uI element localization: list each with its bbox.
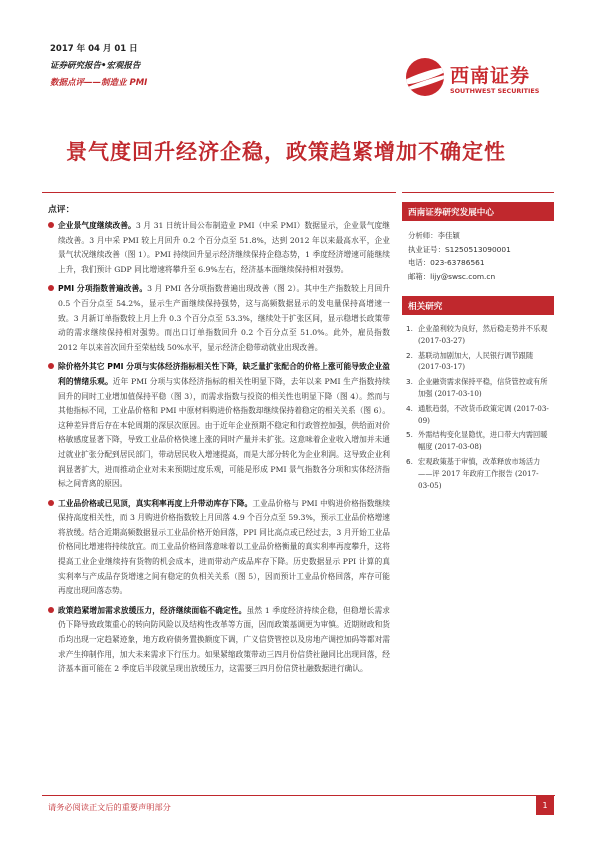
main-content <box>58 219 390 682</box>
paragraph <box>58 360 390 491</box>
logo-en-text: SOUTHWEST SECURITIES <box>450 87 540 95</box>
page-title: 景气度回升经济企稳，政策趋紧增加不确定性 <box>66 139 506 164</box>
paragraph-lead: 政策趋紧增加需求放缓压力，经济继续面临不确定性。 <box>58 605 247 615</box>
paragraph-lead: 除价格外其它 PMI 分项与实体经济指标相关性下降，缺乏量扩张配合的价格上涨可能导致企业盈利的情绪乐观。 <box>58 362 390 386</box>
analyst-license: 执业证号：S1250513090001 <box>408 244 511 254</box>
paragraph-text: 虽然 1 季度经济持续企稳，但稳增长需求仍下降导致政策重心的转向防风险以及结构性改革等方面，因而政策基调更为审慎。近期财政和货币均出现一定趋紧迹象，地方政府债务置换额度下调，广义信贷管控以及房地产调控加码等都对需求产生抑制作用，加大未来需求下行压力。如果紧缩政策带动三四月份信贷社融同比出现回落，经济基本面可能在 2 季度后半段就呈现出放缓压力，这需要三四月份信贷社融数据进行确认。 <box>58 605 390 674</box>
footer-disclaimer: 请务必阅读正文后的重要声明部分 <box>48 802 171 812</box>
title-divider <box>42 192 396 193</box>
related-item[interactable]: 2. 基联动加剧加大，人民银行调节跟随 (2017-03-17) <box>406 350 534 372</box>
dept-title: 西南证券研究发展中心 <box>402 202 554 221</box>
bullet-icon <box>48 500 54 506</box>
paragraph <box>58 282 390 355</box>
bullet-icon <box>48 363 54 369</box>
report-subtitle: 数据点评——制造业 PMI <box>50 78 148 88</box>
paragraph-lead: 企业景气度继续改善。 <box>58 221 136 230</box>
report-type: 证券研究报告•宏观报告 <box>50 61 141 71</box>
paragraph-lead: 工业品价格或已见顶，真实利率再度上升带动库存下降。 <box>58 498 253 508</box>
paragraph <box>58 219 390 277</box>
paragraph-lead: PMI 分项指数普遍改善。 <box>58 284 148 294</box>
analyst-name: 分析师：李佳颖 <box>408 231 460 240</box>
related-item[interactable]: 1. 企业盈利较为良好，然后稳走势并不乐观 (2017-03-27) <box>406 324 548 345</box>
report-header <box>50 41 147 92</box>
paragraph <box>58 604 390 677</box>
related-item[interactable]: 6. 宏观政策基于审慎，改革释放市场活力——评 2017 年政府工作报告 (2017-03-05) <box>406 456 541 490</box>
related-title: 相关研究 <box>402 296 554 315</box>
analyst-email[interactable]: 邮箱：lijy@swsc.com.cn <box>408 271 496 281</box>
logo-cn-text: 西南证券 <box>450 65 531 87</box>
sidebar-divider <box>402 192 554 193</box>
paragraph-text: 3 月 31 日统计局公布制造业 PMI（中采 PMI）数据显示，企业景气度继续改善。3 月中采 PMI 较上月回升 0.2 个百分点至 51.8%，达到 2012 年以来最高水平，企业景气状况继续改善（图 1）。PMI 持续回升显示经济继续保持企稳态势，1 季度经济增速可能继续上升，我们预计 GDP 同比增速将攀升至 6.9%左右，经济基本面继续保持相对强势。 <box>58 221 390 274</box>
paragraph <box>58 497 390 599</box>
analyst-phone: 电话：023-63786561 <box>408 258 485 267</box>
logo-emblem-icon <box>406 58 444 96</box>
sidebar <box>402 202 554 494</box>
related-list <box>402 315 554 491</box>
page-number: 1 <box>536 796 554 815</box>
bullet-icon <box>48 222 54 228</box>
paragraph-text: 工业品价格与 PMI 中购进价格指数继续保持高度相关性，而 3 月购进价格指数较上月回落 4.9 个百分点至 59.3%，预示工业品价格增速将放缓。结合近期高频数据显示工业品价格开始回落，PPI 同比高点或已经过去，3 月开始工业品价格同比增速将持续放宜。而工业品价格回落意味着以工业品价格衡量的真实利率再度攀升，这将提高工业企业继续持有货物的机会成本，进而带动产成品库存下降。历史数据显示 PPI 计算的真实利率与产成品存货增速之间有稳定的负相关关系（图 5），因而预计工业品价格回落，库存可能再度出现回落态势。 <box>58 498 390 596</box>
related-item[interactable]: 4. 通胀趋弱，不改货币政策定调 (2017-03-09) <box>406 403 549 425</box>
related-item[interactable]: 3. 企业融资需求保持平稳，信贷管控或有所加强 (2017-03-10) <box>406 377 548 398</box>
comment-label: 点评： <box>48 205 75 215</box>
bullet-icon <box>48 285 54 291</box>
analyst-info <box>402 221 554 283</box>
related-item[interactable]: 5. 外需结构变化显隐忧，进口带大内需回暖幅度 (2017-03-08) <box>406 430 548 452</box>
bullet-icon <box>48 607 54 613</box>
company-logo <box>406 58 556 102</box>
report-date: 2017 年 04 月 01 日 <box>50 44 138 54</box>
paragraph-text: 3 月 PMI 各分项指数普遍出现改善（图 2）。其中生产指数较上月回升 0.5 个百分点至 54.2%，显示生产面继续保持强势，这与高频数据显示的发电量保持高增速一致。3 月新订单指数较上月上升 0.3 个百分点至 53.3%，继续处于扩张区间，显示稳增长政策带动的需求继续保持相对强势。而出口订单指数回升 0.2 个百分点至 51.0%。此外，雇员指数 2012 年以来首次回升至荣枯线 50%水平，显示经济企稳带动就业出现改善。 <box>58 284 390 352</box>
paragraph-text: 近年 PMI 分项与实体经济指标的相关性明显下降，去年以来 PMI 生产指数持续回升的同时工业增加值保持平稳（图 3），而需求指数与投资的相关性也明显下降（图 4）。然而与其他指标不同，工业品价格和 PMI 中原材料购进价格指数却继续保持着稳定的相关关系（图 6）。这种差异背后存在本轮周期的深层次原因。由于近年企业预期不稳定和行政管控加强，供给面对价格敏感度显著下降，导致工业品价格快速上涨的同时产量并未扩张。这意味着企业收入增加并未通过就业扩张分配到居民部门，带动居民收入增速提高，而是大部分转化为企业利润。这导致企业利润显著扩大，进而推动企业对未来预期过度乐观，可能是形成 PMI 景气指数各分项和实体经济指标之间背离的原因。 <box>58 376 390 489</box>
